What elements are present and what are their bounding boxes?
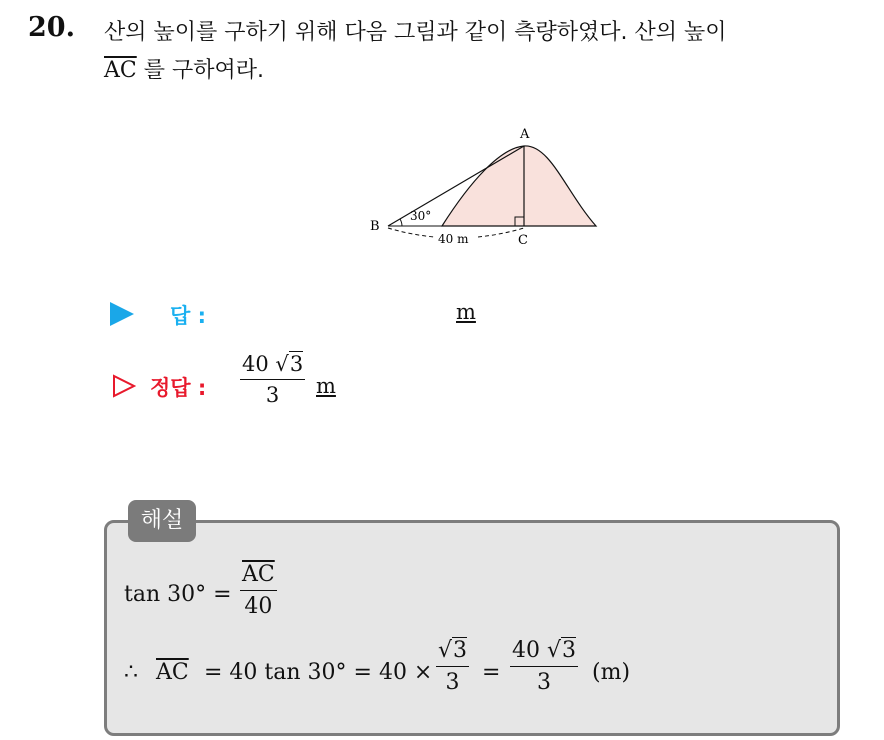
question-number: 20. — [28, 12, 75, 43]
solution-frac2-root: 3 — [562, 638, 577, 663]
answer-row — [110, 300, 510, 330]
mountain-figure — [360, 122, 600, 252]
angle-label: 30° — [410, 209, 432, 223]
correct-fraction: $\frac{40 √3}{3}$ — [242, 352, 304, 407]
angle-arc — [400, 219, 402, 226]
question-text — [104, 14, 864, 90]
solution-frac1-root: 3 — [453, 638, 468, 663]
correct-unit: m — [316, 374, 336, 398]
correct-den: 3 — [265, 383, 280, 407]
mountain-shape — [442, 146, 596, 226]
solution-line1-lhs: tan 30° = — [124, 582, 232, 607]
correct-label: 정답 : — [150, 376, 207, 400]
solution-line1-num: $\overline{AC}$ — [240, 562, 277, 591]
play-triangle-icon — [110, 302, 134, 326]
solution-frac1-den: 3 — [445, 670, 460, 695]
solution-tag: 해설 — [128, 500, 196, 542]
label-b: B — [370, 219, 380, 234]
solution-line1-den: 40 — [244, 594, 273, 619]
outline-triangle-icon — [112, 374, 136, 398]
correct-answer-row — [110, 352, 510, 422]
answer-unit: m — [456, 300, 476, 324]
segment-ac: $\overline{AC}$ — [104, 58, 137, 83]
solution-frac1: $\frac{√3}{3}$ — [438, 638, 468, 695]
label-c: C — [518, 233, 528, 248]
correct-num-root: 3 — [289, 352, 304, 376]
solution-line1-fraction — [240, 562, 277, 619]
solution-box — [104, 520, 840, 736]
therefore-sign: ∴ — [124, 660, 138, 685]
correct-num-coef: 40 — [242, 352, 269, 376]
answer-label: 답 : — [170, 304, 206, 328]
distance-label: 40 m — [438, 232, 469, 246]
question-line2: 를 구하여라. — [143, 58, 264, 83]
solution-frac2-coef: 40 — [512, 638, 540, 663]
solution-line2-seg: $\overline{AC}$ — [156, 660, 189, 685]
label-a: A — [520, 127, 530, 142]
solution-frac2-den: 3 — [537, 670, 552, 695]
solution-line2-mid: = 40 tan 30° = 40 × — [204, 660, 433, 685]
solution-unit: (m) — [592, 660, 631, 685]
solution-line2-eq: = — [482, 660, 501, 685]
question-line1: 산의 높이를 구하기 위해 다음 그림과 같이 측량하였다. 산의 높이 — [104, 20, 727, 45]
solution-frac2: $\frac{40 √3}{3}$ — [512, 638, 577, 695]
